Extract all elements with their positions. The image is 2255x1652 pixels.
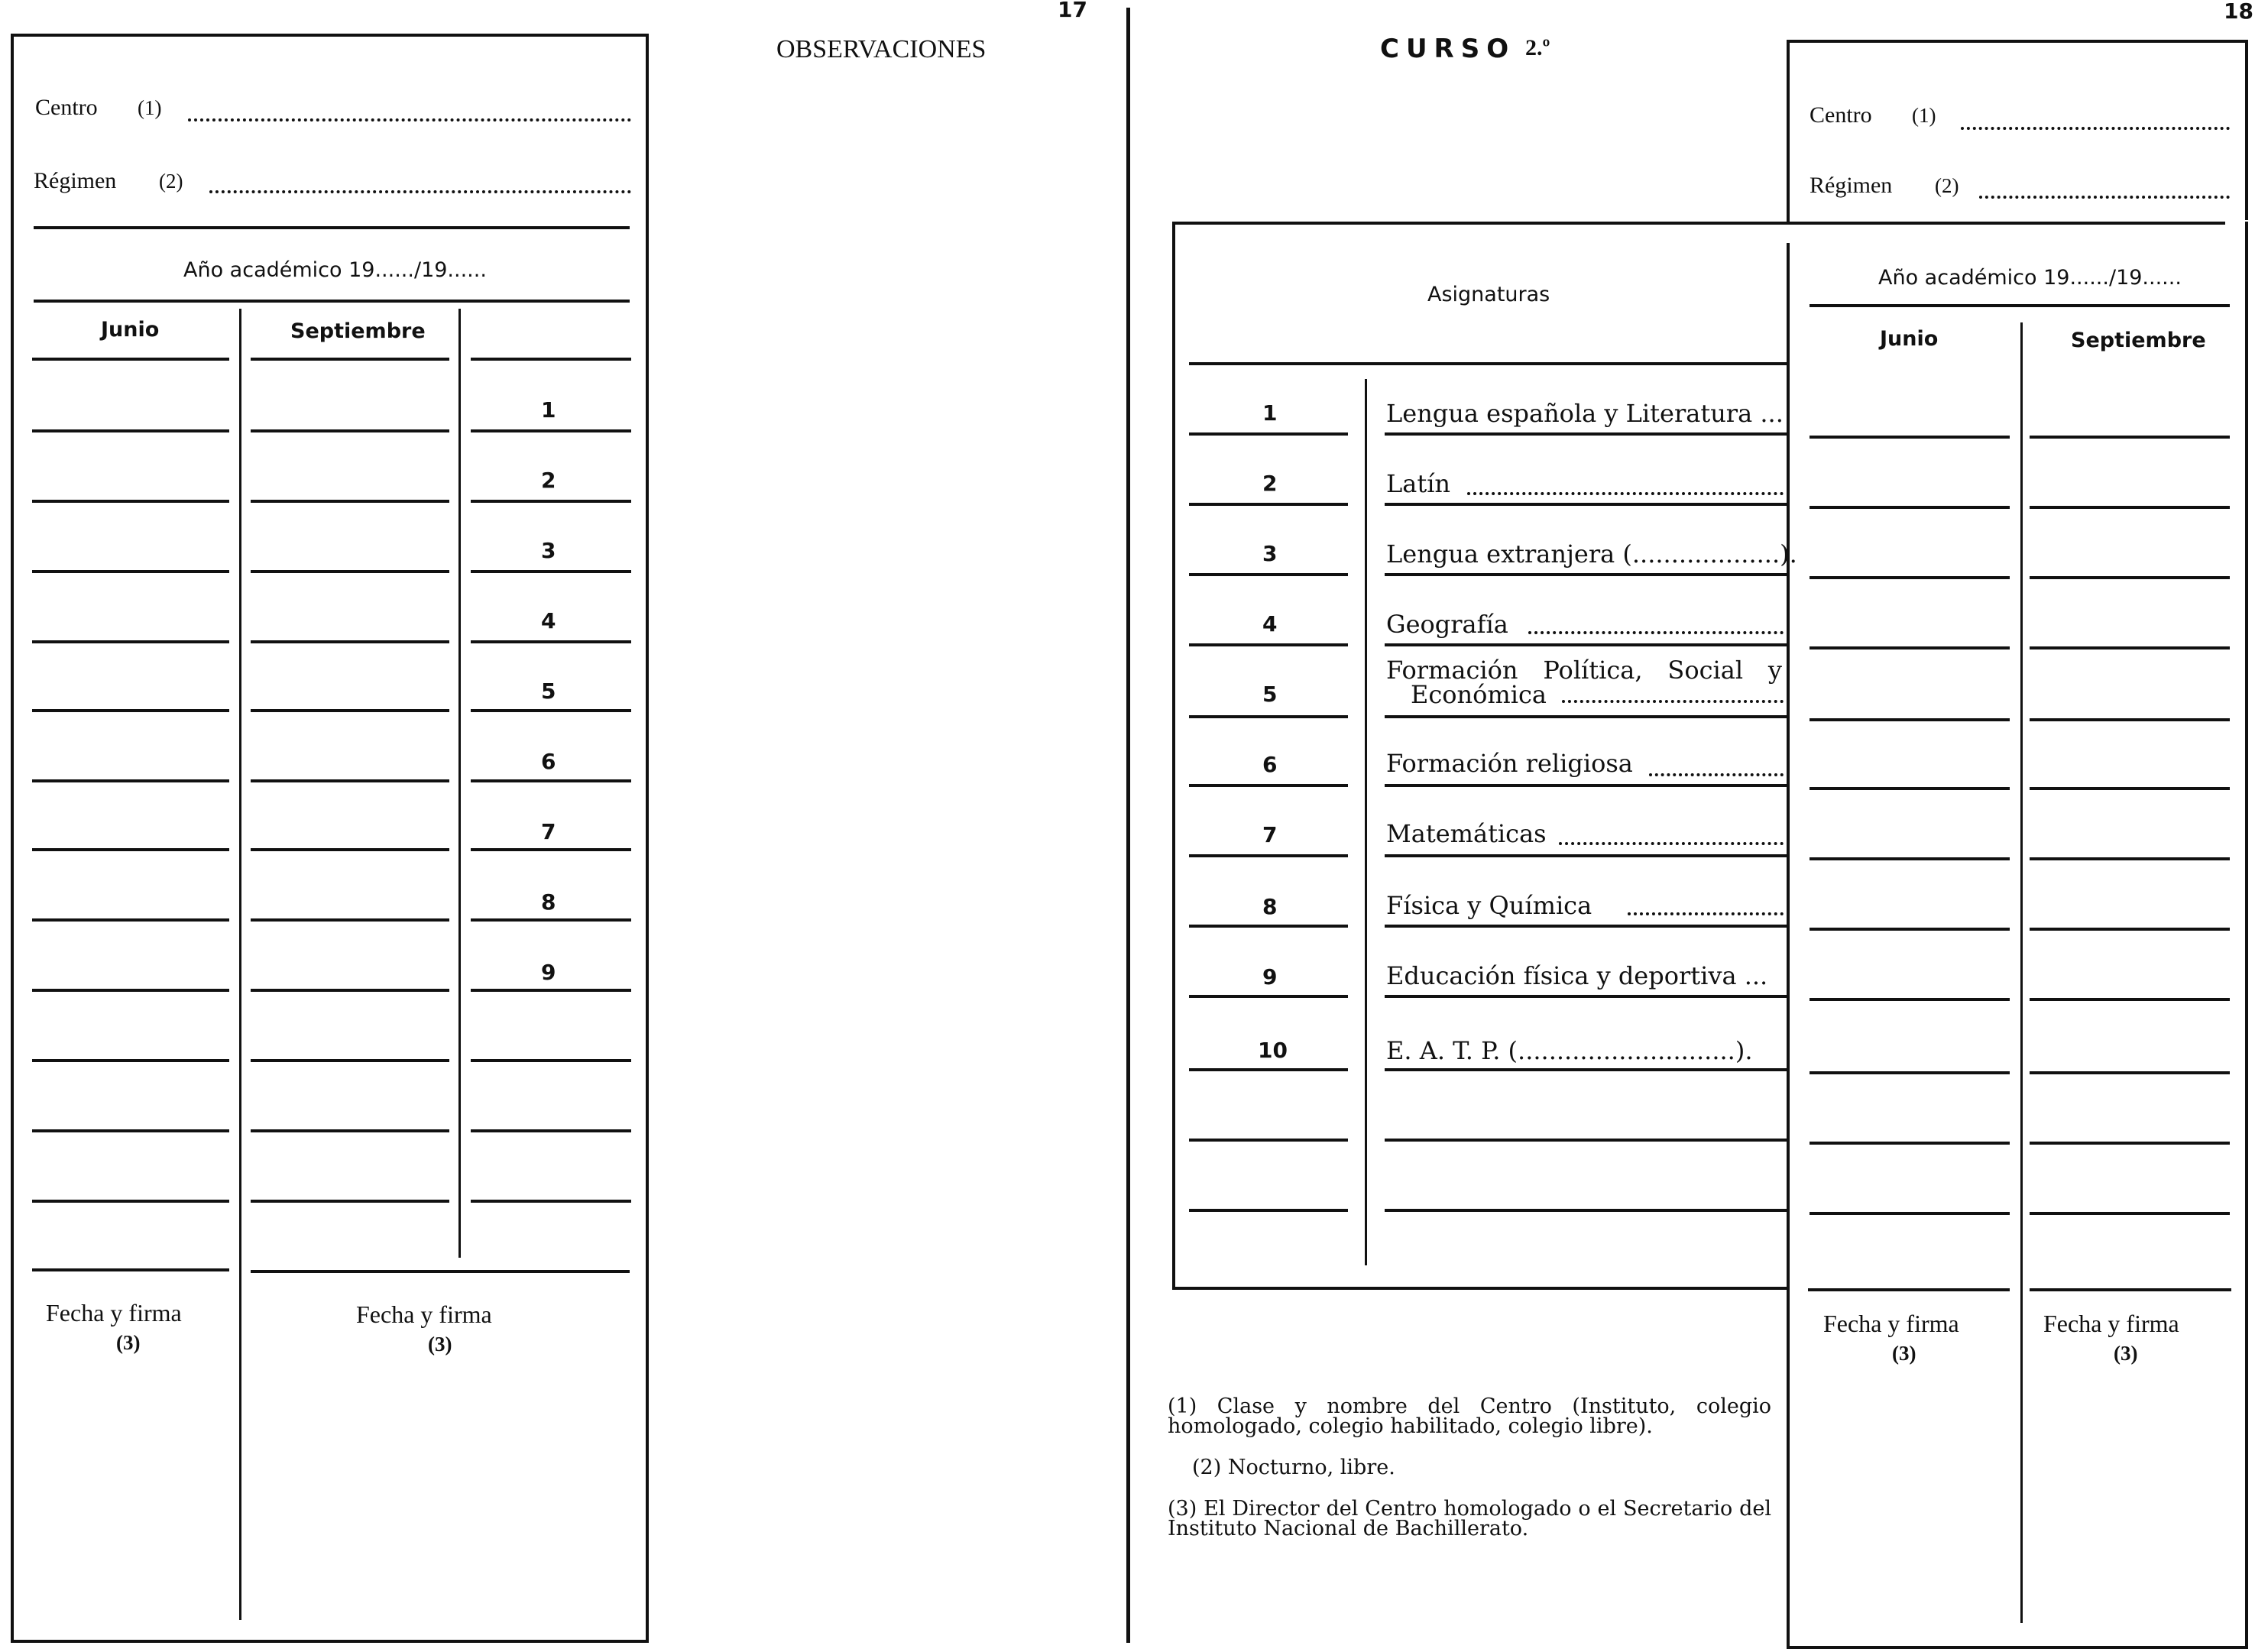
signature-label-junio-right: Fecha y firma: [1823, 1310, 1959, 1337]
septiembre-grade[interactable]: [2030, 436, 2230, 439]
number-line: [1189, 1209, 1348, 1212]
subject-line: [1385, 854, 1787, 857]
grade-line-number: [471, 358, 631, 361]
subject-line: [1385, 1139, 1787, 1142]
number-line: [1189, 573, 1348, 576]
grade-line-septiembre[interactable]: [251, 918, 449, 922]
number-line: [1189, 784, 1348, 787]
centro-label-right: Centro: [1810, 102, 1872, 128]
regimen-ref: (2): [159, 170, 183, 193]
grade-line-number: [471, 918, 631, 922]
divider: [251, 1270, 630, 1273]
subject-number: 4: [1262, 611, 1278, 637]
grade-line-septiembre[interactable]: [251, 358, 449, 361]
col-junio-header: Junio: [101, 318, 160, 342]
grade-line-junio[interactable]: [32, 429, 229, 432]
grade-line-number: [471, 500, 631, 503]
col-junio-header-right: Junio: [1880, 327, 1939, 351]
frame-edge: [1787, 1646, 2248, 1649]
grade-line-septiembre[interactable]: [251, 429, 449, 432]
centro-field[interactable]: [188, 118, 631, 121]
signature-ref-septiembre-right: (3): [2114, 1342, 2138, 1365]
septiembre-grade[interactable]: [2030, 718, 2230, 721]
subject-leader-dots: [1559, 842, 1784, 845]
junio-grade[interactable]: [1810, 787, 2010, 790]
number-line: [1189, 1139, 1348, 1142]
grade-line-septiembre[interactable]: [251, 500, 449, 503]
row-number: 8: [541, 889, 556, 915]
regimen-label: Régimen: [34, 168, 117, 193]
signature-ref-junio-right: (3): [1892, 1342, 1916, 1365]
column-divider: [1365, 379, 1367, 1265]
observaciones-title: OBSERVACIONES: [776, 35, 987, 63]
grade-line-junio[interactable]: [32, 1059, 229, 1062]
septiembre-grade[interactable]: [2030, 1212, 2230, 1215]
column-divider: [239, 309, 241, 1620]
junio-grade[interactable]: [1810, 1212, 2010, 1215]
junio-grade[interactable]: [1810, 928, 2010, 931]
divider: [34, 226, 630, 229]
grade-line-septiembre[interactable]: [251, 1200, 449, 1203]
col-septiembre-header-right: Septiembre: [2071, 329, 2206, 352]
junio-grade[interactable]: [1810, 576, 2010, 579]
subject-number: 5: [1262, 682, 1278, 707]
number-line: [1189, 995, 1348, 998]
frame-edge: [1790, 40, 2247, 43]
junio-grade[interactable]: [1810, 998, 2010, 1001]
frame-edge: [1172, 1287, 1787, 1290]
year-label-right: Año académico 19....../19......: [1878, 266, 2182, 290]
regimen-ref-right: (2): [1935, 174, 1959, 197]
subject-name: Física y Química: [1386, 891, 1592, 920]
septiembre-grade[interactable]: [2030, 576, 2230, 579]
subject-line: [1385, 643, 1787, 646]
divider: [1810, 304, 2230, 307]
row-number: 1: [541, 397, 556, 423]
row-number: 9: [541, 960, 556, 985]
course-title: CURSO: [1380, 34, 1516, 64]
regimen-field-right[interactable]: [1979, 196, 2230, 199]
signature-ref-septiembre: (3): [428, 1333, 452, 1356]
grade-line-septiembre[interactable]: [251, 1059, 449, 1062]
grade-line-septiembre[interactable]: [251, 709, 449, 712]
page-spine: [1126, 8, 1130, 1643]
footnote-2: (2) Nocturno, libre.: [1192, 1456, 1395, 1479]
subject-leader-dots: [1467, 492, 1784, 495]
junio-grade[interactable]: [1810, 436, 2010, 439]
frame-edge: [2245, 222, 2248, 1649]
number-line: [1189, 1068, 1348, 1071]
year-label: Año académico 19....../19......: [183, 258, 487, 282]
grade-line-septiembre[interactable]: [251, 570, 449, 573]
grade-line-number: [471, 640, 631, 643]
junio-grade[interactable]: [1810, 1071, 2010, 1074]
centro-label: Centro: [35, 95, 98, 120]
frame-edge: [1787, 243, 1790, 1649]
row-number: 6: [541, 749, 556, 774]
subject-number: 10: [1258, 1038, 1288, 1063]
asignaturas-header: Asignaturas: [1427, 283, 1550, 306]
subject-name: E. A. T. P. (............................).: [1386, 1036, 1753, 1065]
grade-line-junio[interactable]: [32, 989, 229, 992]
subject-name: Formación religiosa: [1386, 749, 1633, 778]
septiembre-grade[interactable]: [2030, 928, 2230, 931]
grade-line-junio[interactable]: [32, 1129, 229, 1132]
grade-line-junio[interactable]: [32, 358, 229, 361]
subject-line: [1385, 925, 1787, 928]
frame-edge: [1172, 222, 1175, 1287]
row-number: 7: [541, 819, 556, 844]
grade-line-number: [471, 779, 631, 782]
grade-line-number: [471, 1059, 631, 1062]
subject-name: Educación física y deportiva ...: [1386, 961, 1768, 990]
number-line: [1189, 643, 1348, 646]
subject-name: Matemáticas: [1386, 819, 1547, 848]
grade-line-junio[interactable]: [32, 500, 229, 503]
signature-ref-junio: (3): [116, 1331, 141, 1354]
grade-line-junio[interactable]: [32, 570, 229, 573]
grade-line-junio[interactable]: [32, 1200, 229, 1203]
subject-number: 1: [1262, 400, 1278, 426]
subject-name: Geografía: [1386, 610, 1508, 639]
subject-number: 7: [1262, 822, 1278, 847]
row-number: 2: [541, 468, 556, 493]
col-septiembre-header: Septiembre: [290, 319, 426, 343]
subject-line: [1385, 1209, 1787, 1212]
grade-line-number: [471, 989, 631, 992]
subject-line: [1385, 432, 1787, 436]
grade-line-number: [471, 709, 631, 712]
grade-line-septiembre[interactable]: [251, 779, 449, 782]
divider: [1189, 362, 1787, 365]
subject-number: 2: [1262, 471, 1278, 496]
grade-line-septiembre[interactable]: [251, 989, 449, 992]
subject-line: [1385, 1068, 1787, 1071]
number-line: [1189, 432, 1348, 436]
divider: [2030, 1288, 2231, 1291]
subject-name: Latín: [1386, 469, 1451, 498]
septiembre-grade[interactable]: [2030, 1071, 2230, 1074]
frame-edge: [1174, 222, 2225, 225]
frame-edge: [2245, 40, 2248, 220]
grade-line-junio[interactable]: [32, 779, 229, 782]
signature-label-junio: Fecha y firma: [46, 1299, 182, 1326]
grade-line-junio[interactable]: [32, 640, 229, 643]
grade-line-junio[interactable]: [32, 848, 229, 851]
junio-grade[interactable]: [1810, 646, 2010, 649]
subject-number: 8: [1262, 894, 1278, 919]
subject-line: [1385, 784, 1787, 787]
septiembre-grade[interactable]: [2030, 506, 2230, 509]
grade-line-number: [471, 1200, 631, 1203]
septiembre-grade[interactable]: [2030, 1142, 2230, 1145]
grade-line-number: [471, 1129, 631, 1132]
column-divider: [458, 309, 461, 1258]
page-number-18: 18: [2224, 0, 2253, 24]
subject-line: [1385, 503, 1787, 506]
column-divider: [2020, 322, 2023, 1623]
row-number: 3: [541, 538, 556, 563]
frame-edge: [1787, 40, 1790, 223]
grade-line-number: [471, 429, 631, 432]
footnote-3: (3) El Director del Centro homologado o el Secretario del Instituto Nacional de Bachillerato.: [1168, 1497, 1771, 1540]
subject-line: [1385, 995, 1787, 998]
row-number: 4: [541, 608, 556, 633]
centro-ref: (1): [138, 96, 162, 119]
footnote-1: (1) Clase y nombre del Centro (Instituto, colegio homologado, colegio habilitado, colegio libre).: [1168, 1394, 1771, 1438]
signature-label-septiembre-right: Fecha y firma: [2043, 1310, 2179, 1337]
grade-line-number: [471, 848, 631, 851]
septiembre-grade[interactable]: [2030, 646, 2230, 649]
course-number: 2.º: [1525, 35, 1550, 60]
number-line: [1189, 854, 1348, 857]
subject-leader-dots: [1562, 700, 1784, 703]
regimen-field[interactable]: [209, 190, 631, 193]
grade-line-junio[interactable]: [32, 918, 229, 922]
junio-grade[interactable]: [1810, 718, 2010, 721]
number-line: [1189, 503, 1348, 506]
number-line: [1189, 925, 1348, 928]
divider: [32, 1268, 229, 1271]
divider: [1808, 1288, 2010, 1291]
page-number-17: 17: [1058, 0, 1087, 22]
subject-name: Formación Política, Social y: [1386, 656, 1782, 685]
septiembre-grade[interactable]: [2030, 998, 2230, 1001]
grade-line-junio[interactable]: [32, 709, 229, 712]
septiembre-grade[interactable]: [2030, 857, 2230, 860]
grade-line-number: [471, 570, 631, 573]
grade-line-septiembre[interactable]: [251, 1129, 449, 1132]
divider: [34, 300, 630, 303]
subject-leader-dots: [1649, 773, 1784, 776]
centro-field-right[interactable]: [1961, 127, 2230, 130]
number-line: [1189, 715, 1348, 718]
subject-name-continued: Económica: [1411, 680, 1547, 709]
subject-line: [1385, 573, 1787, 576]
row-number: 5: [541, 679, 556, 704]
subject-line: [1385, 715, 1787, 718]
regimen-label-right: Régimen: [1810, 173, 1893, 198]
subject-number: 9: [1262, 964, 1278, 990]
subject-number: 3: [1262, 541, 1278, 566]
subject-leader-dots: [1628, 912, 1784, 915]
grade-line-septiembre[interactable]: [251, 848, 449, 851]
subject-name: Lengua extranjera (...................).: [1386, 539, 1797, 568]
junio-grade[interactable]: [1810, 506, 2010, 509]
septiembre-grade[interactable]: [2030, 787, 2230, 790]
junio-grade[interactable]: [1810, 1142, 2010, 1145]
signature-label-septiembre: Fecha y firma: [356, 1301, 492, 1328]
subject-name: Lengua española y Literatura ...: [1386, 399, 1784, 428]
subject-number: 6: [1262, 752, 1278, 777]
subject-leader-dots: [1528, 631, 1784, 634]
centro-ref-right: (1): [1912, 104, 1936, 127]
grade-line-septiembre[interactable]: [251, 640, 449, 643]
junio-grade[interactable]: [1810, 857, 2010, 860]
